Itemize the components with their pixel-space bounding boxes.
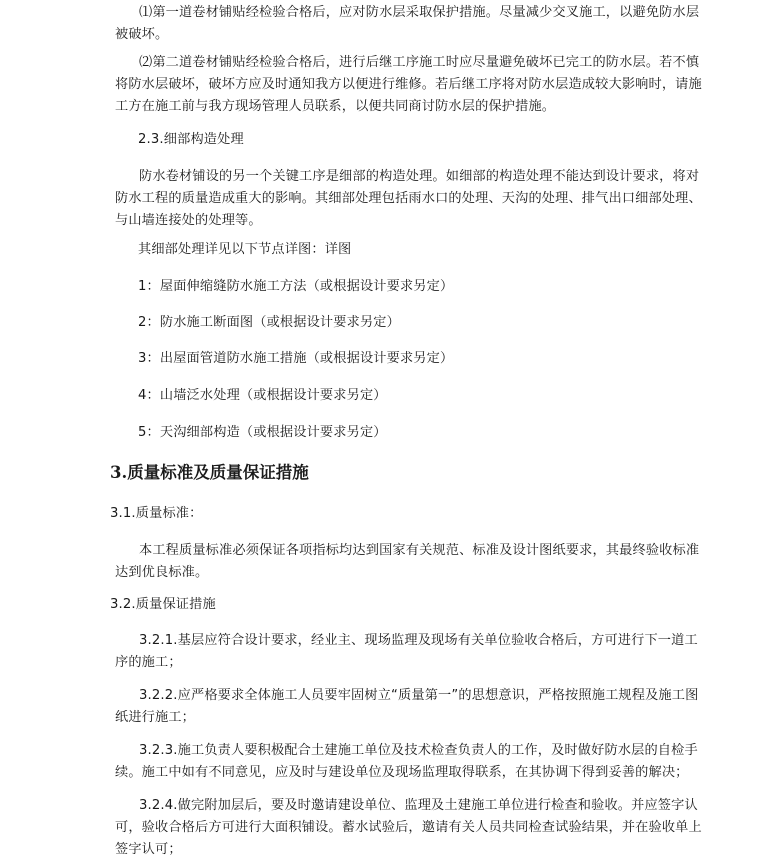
paragraph-first-layer-protection: ⑴第一道卷材铺贴经检验合格后，应对防水层采取保护措施。尽量减少交叉施工，以避免防水层被破坏。 (115, 5, 700, 42)
paragraph-detail-reference: 其细部处理详见以下节点详图：详图 (138, 242, 352, 257)
section-heading-3-2: 3.2.质量保证措施 (110, 597, 216, 612)
list-item-1: 1：屋面伸缩缝防水施工方法（或根据设计要求另定） (138, 279, 454, 294)
list-item-4: 4：山墙泛水处理（或根据设计要求另定） (138, 388, 387, 403)
paragraph-second-layer-protection: ⑵第二道卷材铺贴经检验合格后，进行后继工序施工时应尽量避免破坏已完工的防水层。若不慎将防水层破坏，破坏方应及时通知我方以便进行维修。若后继工序将对防水层造成较大影响时，请施工方在施工前与我方现场管理人员联系，以便共同商讨防水层的保护措施。 (115, 55, 702, 114)
paragraph-quality-standard: 本工程质量标准必须保证各项指标均达到国家有关规范、标准及设计图纸要求，其最终验收标准达到优良标准。 (115, 543, 700, 580)
list-item-3: 3：出屋面管道防水施工措施（或根据设计要求另定） (138, 351, 454, 366)
item-3-2-3: 3.2.3.施工负责人要积极配合土建施工单位及技术检查负责人的工作，及时做好防水层的自检手续。施工中如有不同意见，应及时与建设单位及现场监理取得联系，在其协调下得到妥善的解决； (115, 743, 698, 780)
list-item-2: 2：防水施工断面图（或根据设计要求另定） (138, 315, 400, 330)
section-heading-3: 3.质量标准及质量保证措施 (110, 463, 309, 482)
section-heading-2-3: 2.3.细部构造处理 (138, 132, 244, 147)
item-3-2-4: 3.2.4.做完附加层后，要及时邀请建设单位、监理及土建施工单位进行检查和验收。并应签字认可，验收合格后方可进行大面积铺设。蓄水试验后，邀请有关人员共同检查试验结果，并在验收单上签字认可； (115, 798, 702, 857)
section-heading-3-1: 3.1.质量标准： (110, 506, 203, 521)
item-3-2-1: 3.2.1.基层应符合设计要求，经业主、现场监理及现场有关单位验收合格后，方可进行下一道工序的施工； (115, 633, 698, 670)
item-3-2-2: 3.2.2.应严格要求全体施工人员要牢固树立“质量第一”的思想意识，严格按照施工规程及施工图纸进行施工； (115, 688, 699, 725)
paragraph-detail-treatment: 防水卷材铺设的另一个关键工序是细部的构造处理。如细部的构造处理不能达到设计要求，将对防水工程的质量造成重大的影响。其细部处理包括雨水口的处理、天沟的处理、排气出口细部处理、与山墙连接处的处理等。 (115, 169, 702, 228)
list-item-5: 5：天沟细部构造（或根据设计要求另定） (138, 425, 387, 440)
